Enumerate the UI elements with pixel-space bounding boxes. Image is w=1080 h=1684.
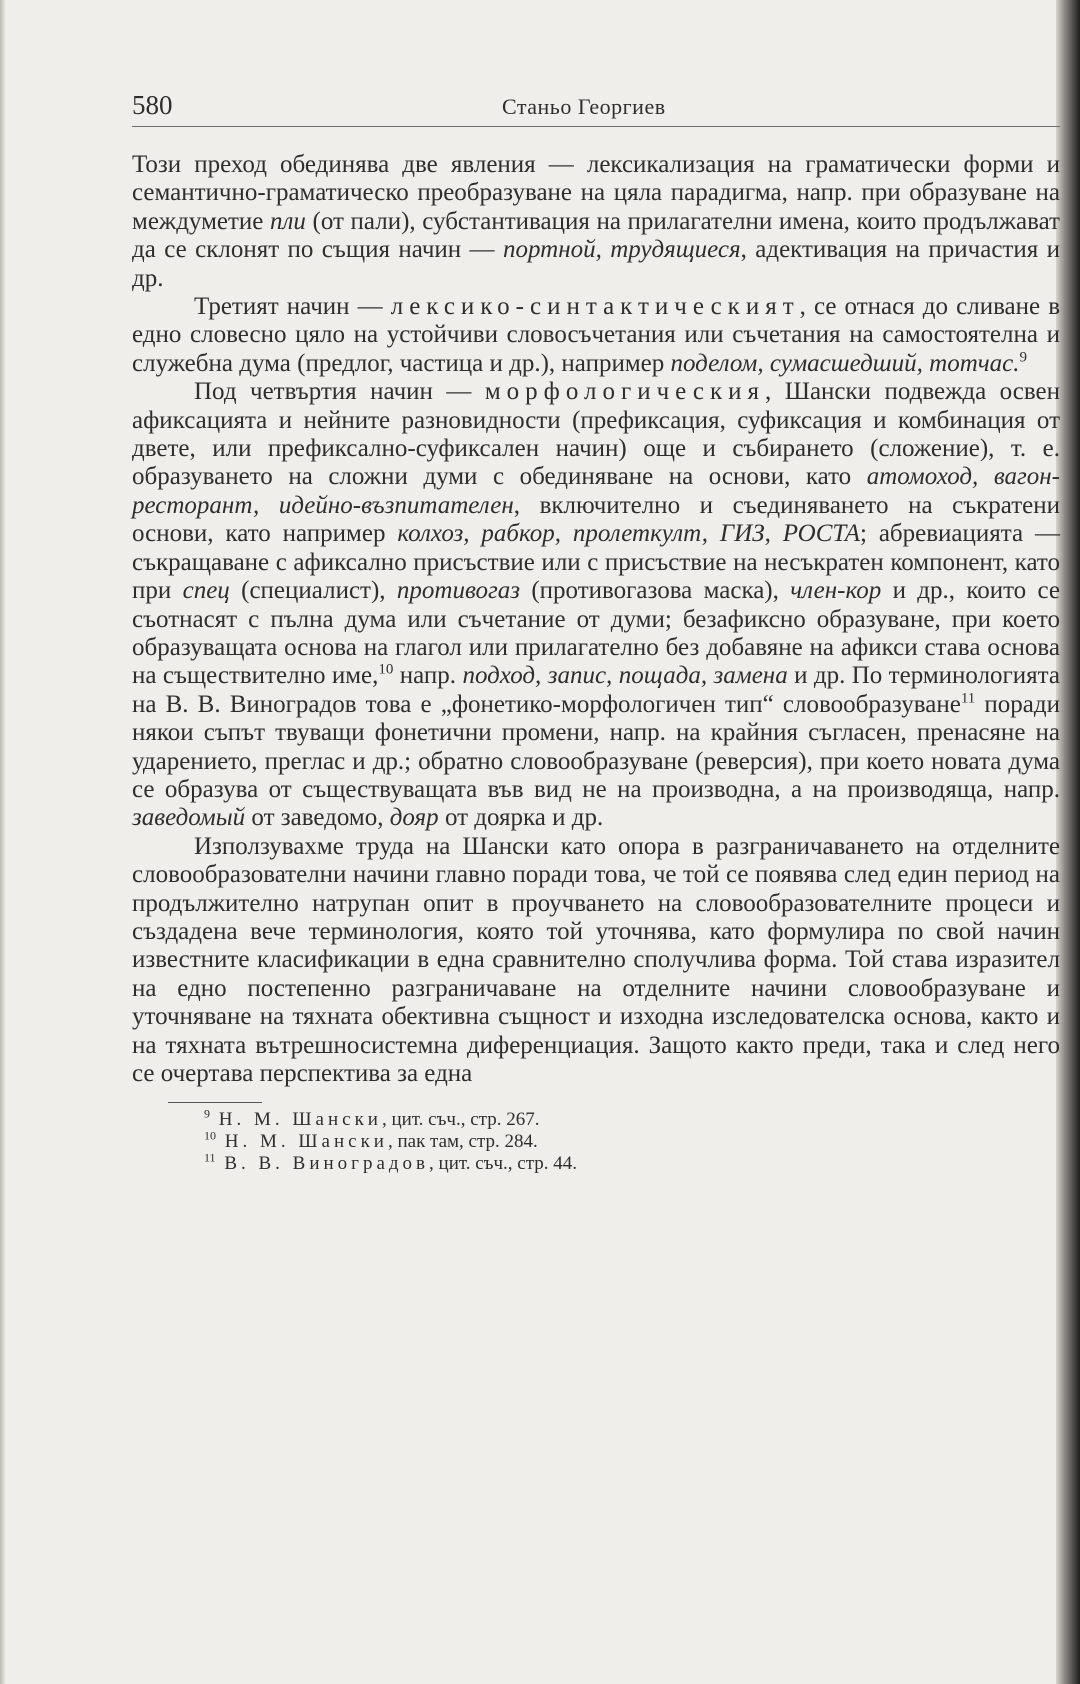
italic-term: атомоход, вагон-ресторант, идейно-възпитателен <box>132 463 1060 519</box>
text-run: Използувахме труда на Шански като опора в разграничаването на отделните словообразователни начини главно поради това, че той се появява след един период на продължително натрупан опит в проучването на словообразователните процеси и създадена вече терминология, която той уточнява, като формулира по свой начин известните класификации в една сравнително сполучлива форма. Той става изразител на едно постепенно разграничаване на отделните начини словообразуване и уточняване на тяхната обективна същност и изходна изследователска основа, както и на тяхната вътрешносистемна диференциация. Защото както преди, така и след него се очертава перспектива за една <box>132 832 1060 1087</box>
footnote-ref: 11 <box>960 690 976 707</box>
italic-term: портной, трудящиеся <box>502 236 741 264</box>
paragraph <box>132 378 1060 833</box>
footnote-citation: , цит. съч., стр. 44. <box>429 1153 578 1175</box>
footnote <box>204 1131 1060 1153</box>
text-run: ; абревиацията — съкращаване с афиксално присъствие или с присъствие на несъкратен компонент, като при <box>132 520 1060 605</box>
paragraph <box>132 293 1060 378</box>
text-run: и др. По терминологията на В. В. Виноградов това е „фонетико-морфологичен тип“ словообразуване <box>132 662 1061 718</box>
text-run: , Шански подвежда освен афиксацията и нейните разновидности (префиксация, суфиксация и комбинация от двете, или префиксално-суфиксален начин) още и събирането (сложение), т. е. образуването на сложни думи с обединяване на основи, като <box>132 378 1060 491</box>
footnote-number: 10 <box>204 1129 216 1144</box>
footnote-number: 11 <box>204 1151 216 1166</box>
body-text <box>132 151 1060 1088</box>
text-run: , включително и съединяването на съкратени основи, като например <box>132 491 1061 548</box>
italic-term: заведомый <box>132 804 246 832</box>
paragraph <box>132 833 1060 1089</box>
footnote-rule <box>168 1102 262 1103</box>
text-run: Третият начин — <box>194 293 391 321</box>
footnote-ref: 9 <box>1019 349 1028 366</box>
running-head: Станьо Георгиев <box>502 94 666 119</box>
text-run: , се отнася до сливане в едно словесно цяло на устойчиви словосъчетания или съчетания на самостоятелна и служебна дума (предлог, частица и др.), например <box>132 293 1061 377</box>
text-run: (специалист), <box>229 577 397 605</box>
italic-term: подход, запис, пощада, замена <box>462 662 788 690</box>
paragraph <box>132 151 1060 293</box>
text-run: Под четвъртия начин — <box>194 378 485 406</box>
text-run: Този преход обединява две явления — лексикализация на граматически форми и семантично-граматическо преобразуване на цяла парадигма, напр. при образуване на междуметие <box>132 151 1060 235</box>
footnotes <box>204 1109 1060 1175</box>
page-header <box>132 86 1060 127</box>
footnote-number: 9 <box>204 1107 210 1122</box>
italic-term: пли <box>270 207 306 235</box>
italic-term: спец <box>182 577 230 605</box>
text-run: и др., които се съотнасят с пълна дума или съчетание от думи; безафиксно образуване, при което образуващата основа на глагол или прилагателно без добавяне на афикси става основа на съществително име, <box>132 577 1061 690</box>
text-run: (противогазова маска), <box>519 577 791 605</box>
footnote-author: В. В. Виноградов <box>215 1153 430 1175</box>
italic-term: противогаз <box>396 577 520 605</box>
text-run: , адективация на причастия и др. <box>132 236 1061 292</box>
text-run: от доярка и др. <box>438 804 604 832</box>
footnote-citation: , пак там, стр. 284. <box>387 1131 538 1153</box>
page-left-edge <box>0 0 6 1684</box>
footnote-citation: , цит. съч., стр. 267. <box>381 1109 540 1131</box>
text-run: (от пали), субстантивация на прилагателни имена, които продължават да се склонят по същия начин — <box>132 207 1060 264</box>
italic-term: член-кор <box>790 577 882 605</box>
footnote <box>204 1109 1060 1131</box>
footnote-ref: 10 <box>378 661 394 678</box>
spaced-term: морфологическия <box>484 378 766 406</box>
italic-term: дояр <box>389 804 439 832</box>
page-content <box>132 86 1060 1175</box>
spaced-term: лексико-синтактическият <box>390 293 800 321</box>
footnote <box>204 1153 1060 1175</box>
text-run: поради някои съпът твуващи фонетични промени, напр. на крайния съгласен, пренасяне на ударението, преглас и др.; обратно словообразуване (реверсия), при което новата дума се образува от съществуващата във вид не на производна, а на производяща, напр. <box>132 690 1060 803</box>
italic-term: колхоз, рабкор, пролеткулт, ГИЗ, РОСТА <box>397 520 860 548</box>
italic-term: поделом, сумасшедший, тотчас. <box>670 349 1020 377</box>
page-number: 580 <box>132 90 173 120</box>
footnote-author: Н. М. Шански <box>216 1131 388 1153</box>
text-run: напр. <box>393 662 463 690</box>
footnote-author: Н. М. Шански <box>210 1109 382 1131</box>
text-run: от заведомо, <box>245 804 390 832</box>
